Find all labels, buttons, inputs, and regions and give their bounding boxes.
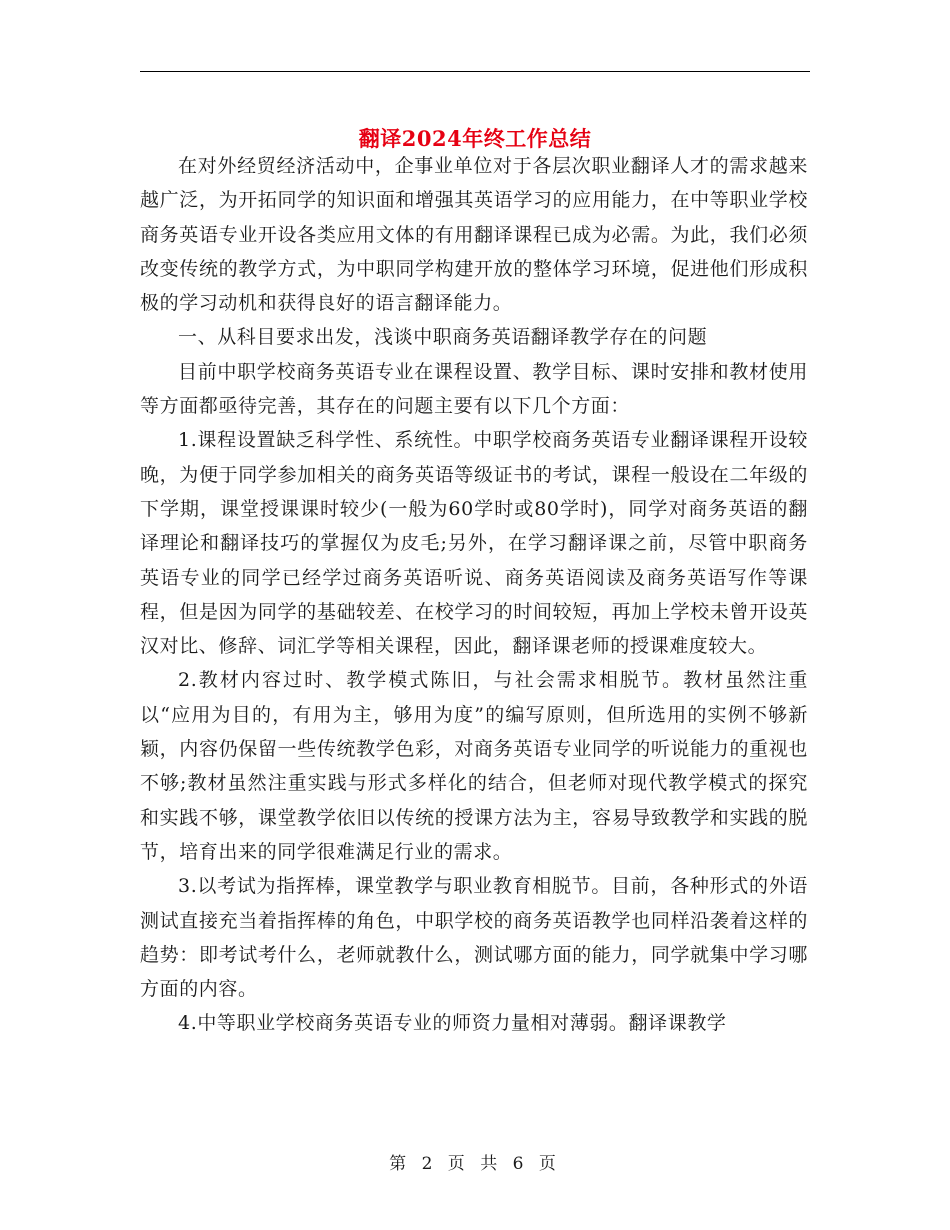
header-rule bbox=[140, 71, 810, 72]
paragraph-overview: 目前中职学校商务英语专业在课程设置、教学目标、课时安排和教材使用等方面都亟待完善，其存在的问题主要有以下几个方面： bbox=[140, 360, 808, 418]
paragraph-item-4: 4.中等职业学校商务英语专业的师资力量相对薄弱。翻译课教学 bbox=[178, 1012, 727, 1035]
paragraph-intro: 在对外经贸经济活动中，企事业单位对于各层次职业翻译人才的需求越来越广泛，为开拓同学的知识面和增强其英语学习的应用能力，在中等职业学校商务英语专业开设各类应用文体的有用翻译课程已成为必需。为此，我们必须改变传统的教学方式，为中职同学构建开放的整体学习环境，促进他们形成积极的学习动机和获得良好的语言翻译能力。 bbox=[140, 155, 808, 315]
paragraph-item-2: 2.教材内容过时、教学模式陈旧，与社会需求相脱节。教材虽然注重以“应用为目的，有用为主，够用为度”的编写原则，但所选用的实例不够新颖，内容仍保留一些传统教学色彩，对商务英语专业同学的听说能力的重视也不够;教材虽然注重实践与形式多样化的结合，但老师对现代教学模式的探究和实践不够，课堂教学依旧以传统的授课方法为主，容易导致教学和实践的脱节，培育出来的同学很难满足行业的需求。 bbox=[140, 669, 808, 863]
paragraph-item-3: 3.以考试为指挥棒，课堂教学与职业教育相脱节。目前，各种形式的外语测试直接充当着指挥棒的角色，中职学校的商务英语教学也同样沿袭着这样的趋势：即考试考什么，老师就教什么，测试哪方面的能力，同学就集中学习哪方面的内容。 bbox=[140, 875, 808, 1001]
page-number: 第 2 页 共 6 页 bbox=[389, 1154, 561, 1174]
section-heading-1: 一、从科目要求出发，浅谈中职商务英语翻译教学存在的问题 bbox=[178, 326, 708, 349]
document-body bbox=[140, 149, 808, 1041]
paragraph-item-1: 1.课程设置缺乏科学性、系统性。中职学校商务英语专业翻译课程开设较晚，为便于同学参加相关的商务英语等级证书的考试，课程一般设在二年级的下学期，课堂授课课时较少(一般为60学时或80学时)，同学对商务英语的翻译理论和翻译技巧的掌握仅为皮毛;另外，在学习翻译课之前，尽管中职商务英语专业的同学已经学过商务英语听说、商务英语阅读及商务英语写作等课程，但是因为同学的基础较差、在校学习的时间较短，再加上学校未曾开设英汉对比、修辞、词汇学等相关课程，因此，翻译课老师的授课难度较大。 bbox=[140, 429, 808, 658]
document-title: 翻译2024年终工作总结 bbox=[358, 126, 592, 152]
